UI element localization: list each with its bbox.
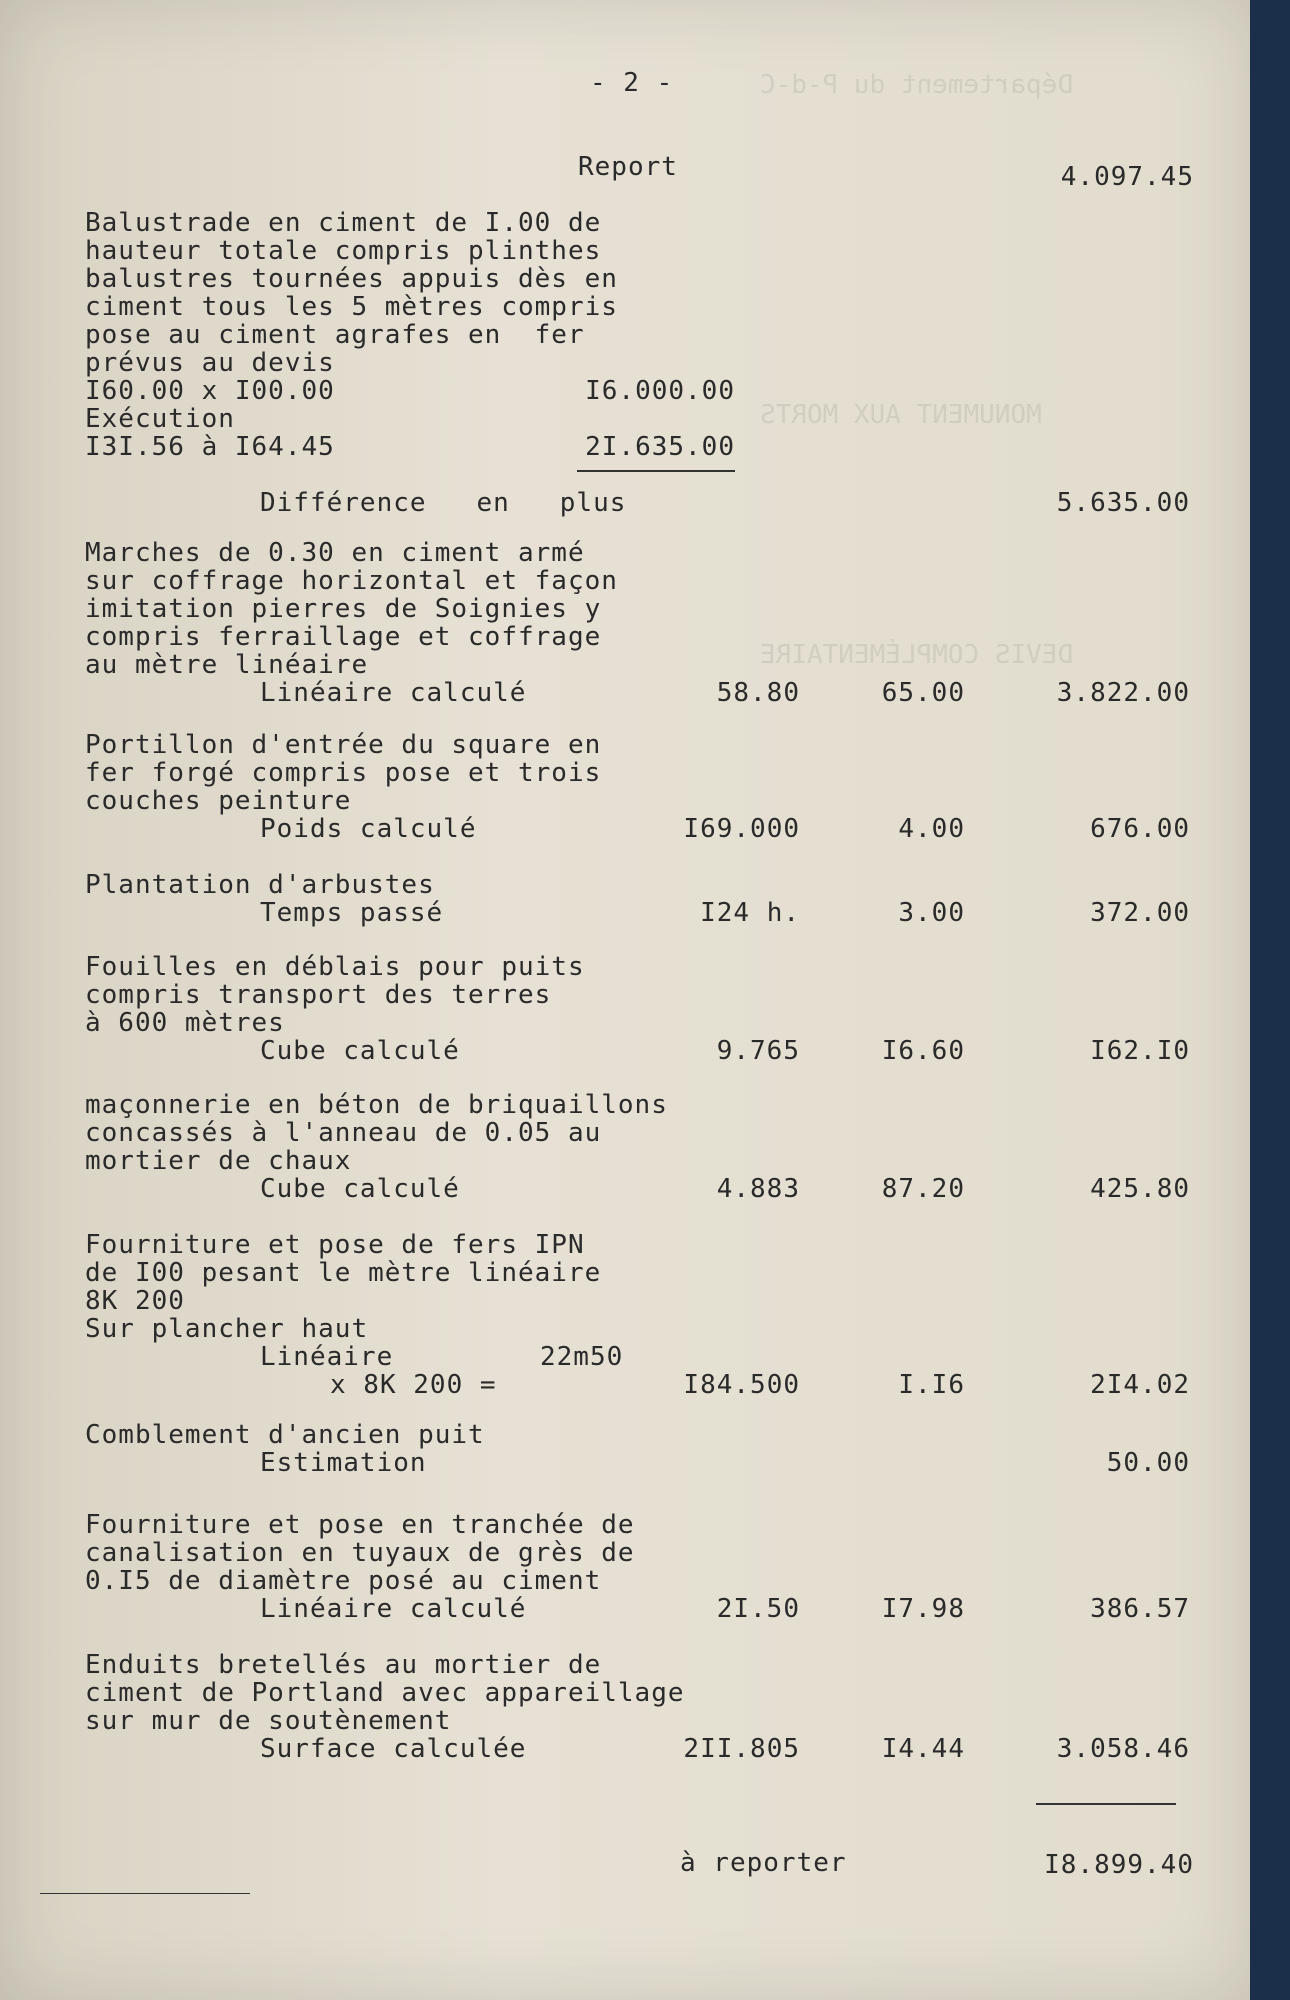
measure-label: Linéaire calculé	[260, 1594, 527, 1624]
execution-label: Exécution	[85, 404, 235, 434]
description-line: imitation pierres de Soignies y	[85, 594, 602, 624]
line-total: 386.57	[1090, 1594, 1190, 1624]
description-line: au mètre linéaire	[85, 650, 369, 680]
measure-label: Temps passé	[260, 898, 444, 928]
unit-price: 65.00	[881, 678, 965, 708]
execution-calc: I3I.56 à I64.45	[85, 432, 335, 462]
show-through-text: Département du P-d-C	[760, 70, 1074, 100]
quantity: I84.500	[683, 1370, 800, 1400]
measure-label: Linéaire calculé	[260, 678, 527, 708]
measure-line2: x 8K 200 =	[330, 1370, 497, 1400]
footer-total: I8.899.40	[1044, 1850, 1194, 1880]
description-line: mortier de chaux	[85, 1146, 352, 1176]
unit-price: 87.20	[881, 1174, 965, 1204]
measure-label: Surface calculée	[260, 1734, 527, 1764]
description-line: prévus au devis	[85, 348, 335, 378]
unit-price: I7.98	[881, 1594, 965, 1624]
description-line: à 600 mètres	[85, 1008, 285, 1038]
description-line: Fouilles en déblais pour puits	[85, 952, 585, 982]
description-line: sur coffrage horizontal et façon	[85, 566, 618, 596]
description-line: balustres tournées appuis dès en	[85, 264, 618, 294]
quantity: I24 h.	[700, 898, 800, 928]
line-total: 3.058.46	[1056, 1734, 1190, 1764]
footer-label: à reporter	[680, 1848, 847, 1878]
execution-amount: 2I.635.00	[585, 432, 735, 462]
line-total: 425.80	[1090, 1174, 1190, 1204]
description-line: 8K 200	[85, 1286, 185, 1316]
description-line: Portillon d'entrée du square en	[85, 730, 602, 760]
difference-label: Différence en plus	[260, 488, 627, 518]
quantity: 58.80	[716, 678, 800, 708]
line-total: 2I4.02	[1090, 1370, 1190, 1400]
description-line: hauteur totale compris plinthes	[85, 236, 602, 266]
description-line: fer forgé compris pose et trois	[85, 758, 602, 788]
unit-price: I.I6	[898, 1370, 965, 1400]
quantity: I69.000	[683, 814, 800, 844]
measure-label: Cube calculé	[260, 1174, 460, 1204]
line-total: 3.822.00	[1056, 678, 1190, 708]
description-line: compris ferraillage et coffrage	[85, 622, 602, 652]
show-through-text: DEVIS COMPLÉMENTAIRE	[760, 640, 1074, 670]
description-line: sur mur de soutènement	[85, 1706, 452, 1736]
show-through-text: MONUMENT AUX MORTS	[760, 400, 1042, 430]
description-line: Fourniture et pose en tranchée de	[85, 1510, 635, 1540]
description-line: Sur plancher haut	[85, 1314, 369, 1344]
quantity: 2I.50	[716, 1594, 800, 1624]
difference-total: 5.635.00	[1056, 488, 1190, 518]
quantity: 4.883	[716, 1174, 800, 1204]
description-line: 0.I5 de diamètre posé au ciment	[85, 1566, 602, 1596]
page-number: - 2 -	[590, 68, 674, 98]
report-label: Report	[578, 152, 678, 182]
line-total: 372.00	[1090, 898, 1190, 928]
description-line: ciment de Portland avec appareillage	[85, 1678, 685, 1708]
line-total: 676.00	[1090, 814, 1190, 844]
devis-label: I60.00 x I00.00	[85, 376, 335, 406]
measure-label: Cube calculé	[260, 1036, 460, 1066]
measure-extra: 22m50	[540, 1342, 624, 1372]
description-line: Comblement d'ancien puit	[85, 1420, 485, 1450]
description-line: Balustrade en ciment de I.00 de	[85, 208, 602, 238]
description-line: couches peinture	[85, 786, 352, 816]
unit-price: 3.00	[898, 898, 965, 928]
description-line: Plantation d'arbustes	[85, 870, 435, 900]
description-line: canalisation en tuyaux de grès de	[85, 1538, 635, 1568]
description-line: pose au ciment agrafes en fer	[85, 320, 585, 350]
description-line: concassés à l'anneau de 0.05 au	[85, 1118, 602, 1148]
report-total: 4.097.45	[1060, 162, 1194, 192]
line-total: I62.I0	[1090, 1036, 1190, 1066]
quantity: 2II.805	[683, 1734, 800, 1764]
measure-label: Estimation	[260, 1448, 427, 1478]
line-total: 50.00	[1106, 1448, 1190, 1478]
description-line: Marches de 0.30 en ciment armé	[85, 538, 585, 568]
subtotal-rule	[577, 470, 735, 472]
description-line: maçonnerie en béton de briquaillons	[85, 1090, 668, 1120]
measure-label: Linéaire	[260, 1342, 394, 1372]
description-line: Enduits bretellés au mortier de	[85, 1650, 602, 1680]
description-line: ciment tous les 5 mètres compris	[85, 292, 618, 322]
measure-label: Poids calculé	[260, 814, 477, 844]
unit-price: I6.60	[881, 1036, 965, 1066]
quantity: 9.765	[716, 1036, 800, 1066]
description-line: de I00 pesant le mètre linéaire	[85, 1258, 602, 1288]
devis-amount: I6.000.00	[585, 376, 735, 406]
description-line: Fourniture et pose de fers IPN	[85, 1230, 585, 1260]
unit-price: I4.44	[881, 1734, 965, 1764]
margin-rule	[40, 1893, 250, 1894]
footer-rule	[1036, 1803, 1176, 1805]
description-line: compris transport des terres	[85, 980, 552, 1010]
unit-price: 4.00	[898, 814, 965, 844]
